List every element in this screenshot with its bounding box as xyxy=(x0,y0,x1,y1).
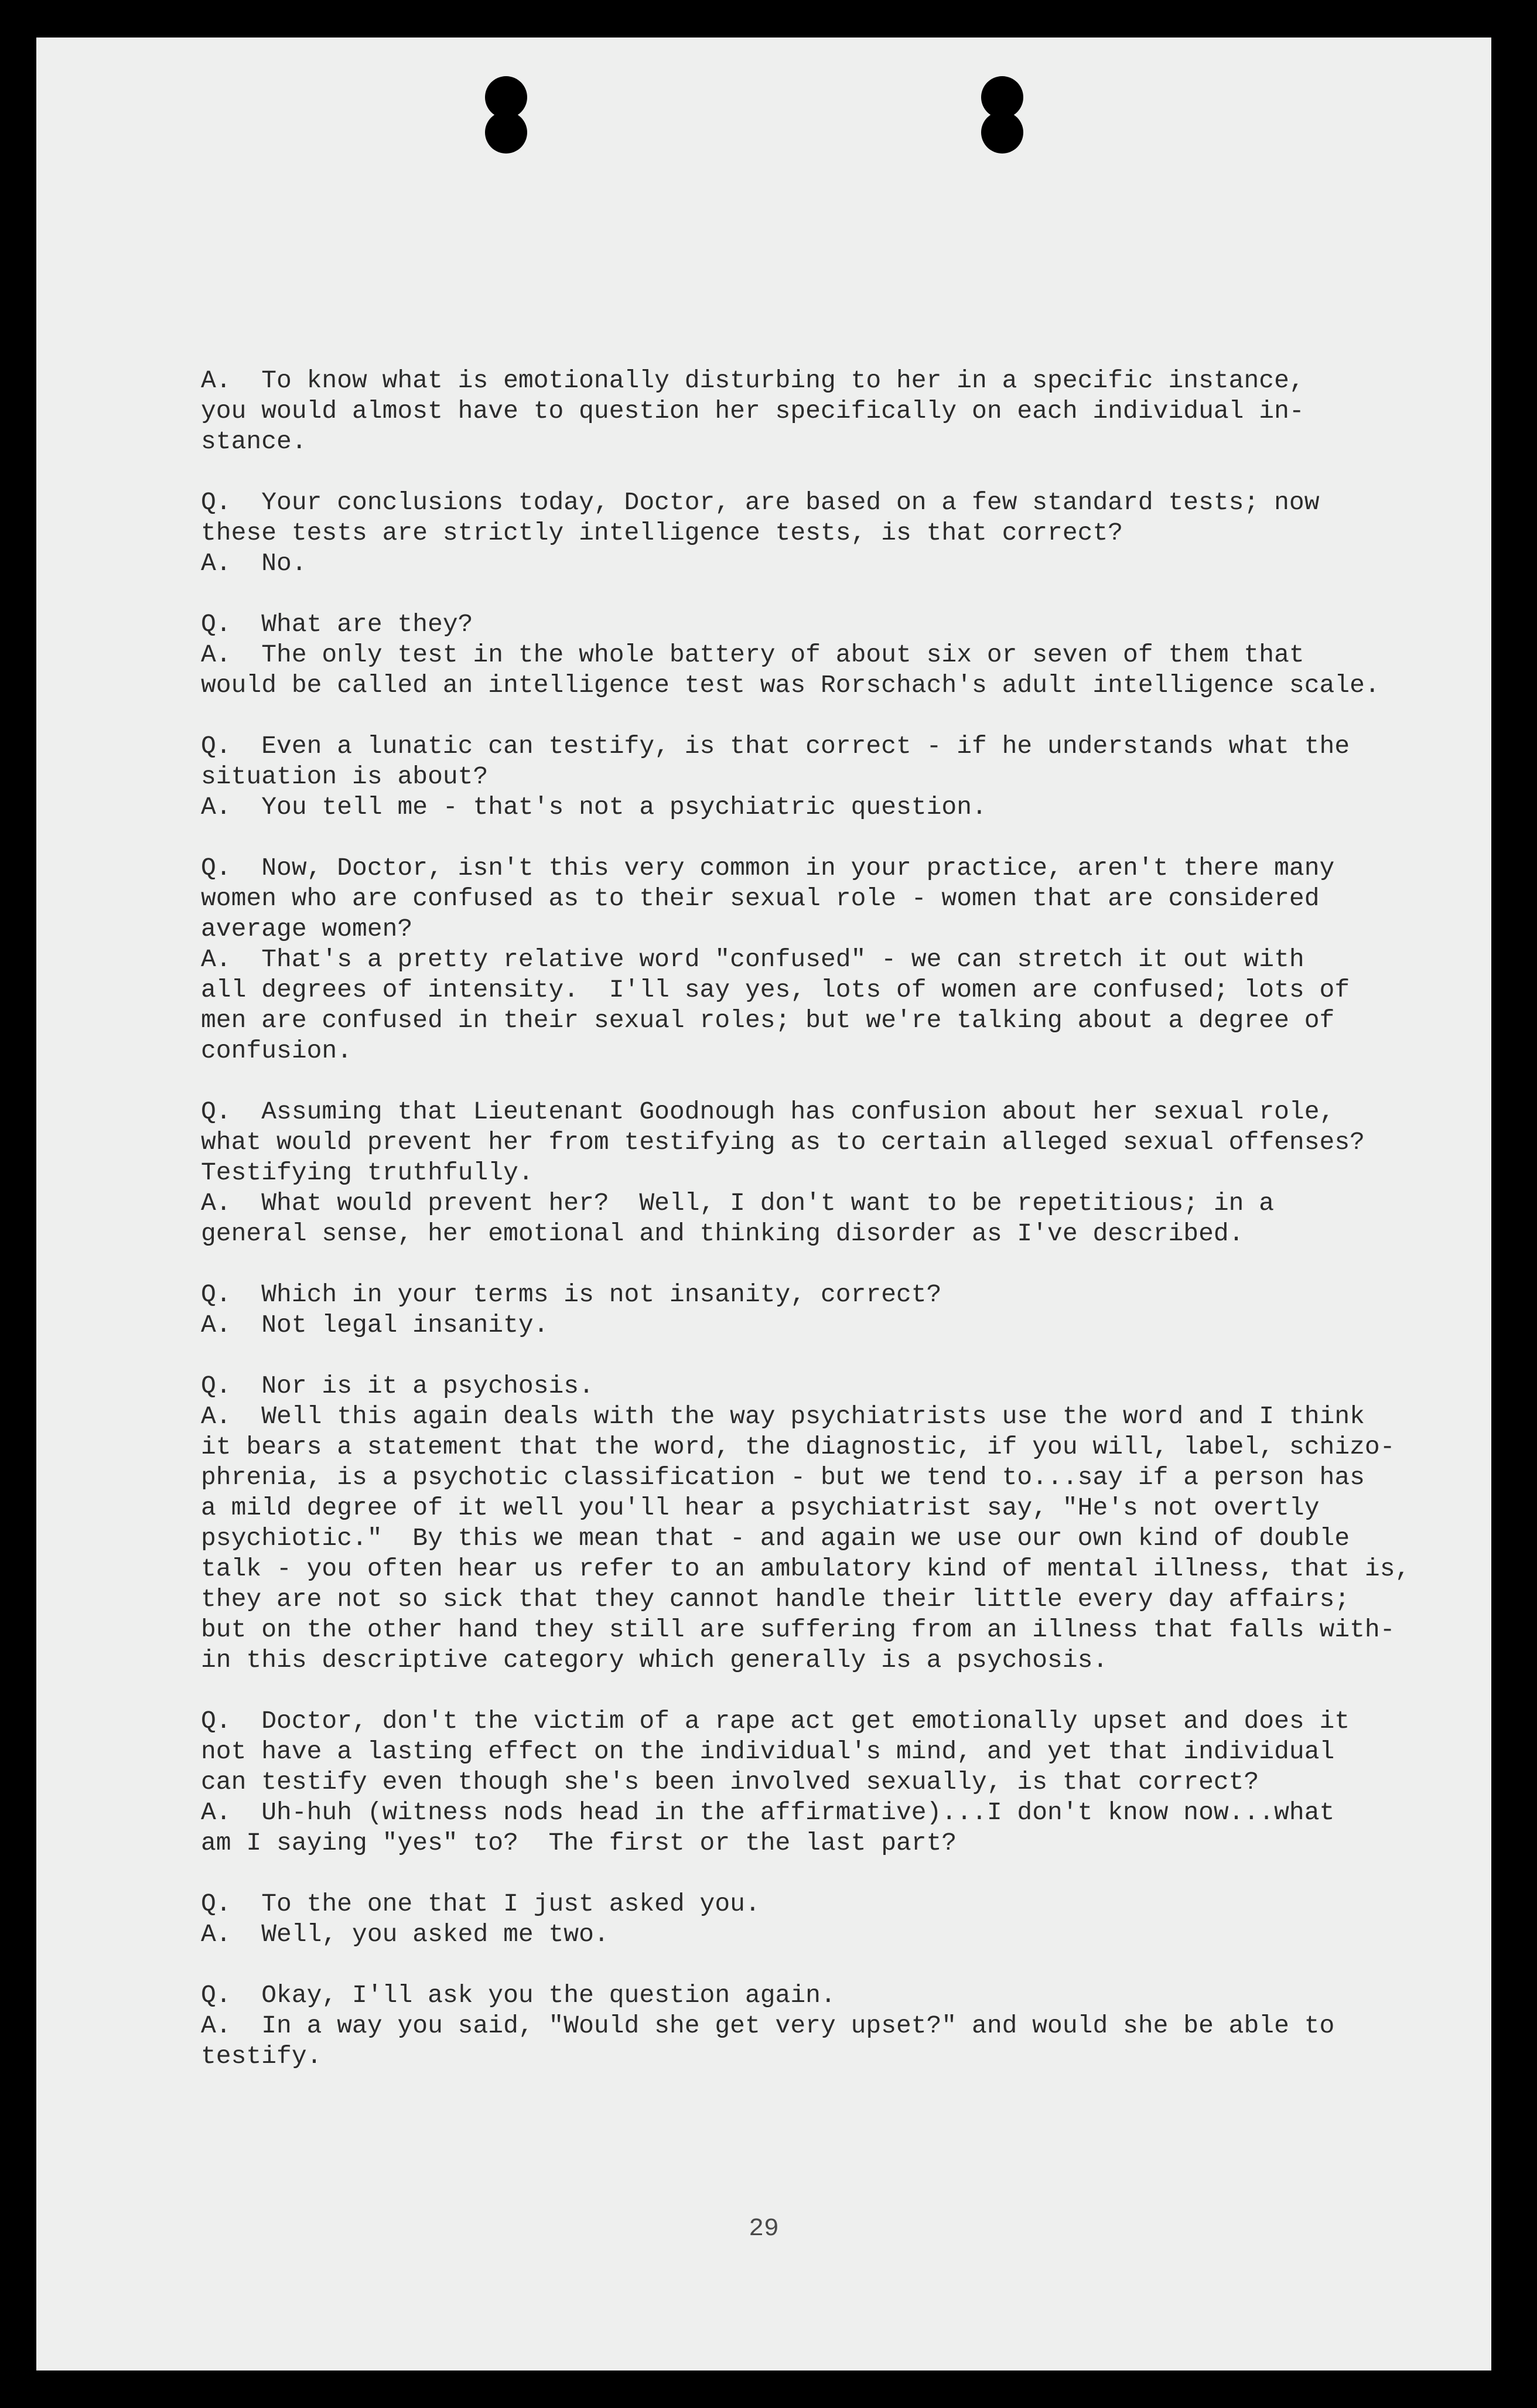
transcript-line: women who are confused as to their sexual role - women that are considered xyxy=(201,884,1320,913)
transcript-line: all degrees of intensity. I'll say yes, lots of women are confused; lots of xyxy=(201,976,1350,1004)
transcript-line: A. Well this again deals with the way psychiatrists use the word and I think xyxy=(201,1402,1365,1431)
transcript-line: A. Uh-huh (witness nods head in the affirmative)...I don't know now...what xyxy=(201,1798,1335,1827)
transcript-line: men are confused in their sexual roles; but we're talking about a degree of xyxy=(201,1006,1335,1035)
transcript-line: confusion. xyxy=(201,1036,353,1065)
transcript-line: testify. xyxy=(201,2042,322,2071)
transcript-line: a mild degree of it well you'll hear a psychiatrist say, "He's not overtly xyxy=(201,1493,1320,1522)
transcript-line: A. Not legal insanity. xyxy=(201,1311,549,1339)
transcript-line: stance. xyxy=(201,427,307,456)
page-number: 29 xyxy=(749,2214,779,2243)
transcript-line: situation is about? xyxy=(201,762,489,791)
qa-block xyxy=(201,366,1443,457)
transcript-line: A. In a way you said, "Would she get very upset?" and would she be able to xyxy=(201,2011,1335,2040)
transcript-line: general sense, her emotional and thinking disorder as I've described. xyxy=(201,1219,1244,1248)
transcript-line: Q. To the one that I just asked you. xyxy=(201,1889,760,1918)
punch-hole-left xyxy=(485,76,527,154)
transcript-line: A. That's a pretty relative word "confused" - we can stretch it out with xyxy=(201,945,1304,974)
transcript-line: these tests are strictly intelligence tests, is that correct? xyxy=(201,519,1123,547)
transcript-line: phrenia, is a psychotic classification - but we tend to...say if a person has xyxy=(201,1463,1365,1492)
transcript-line: A. What would prevent her? Well, I don't want to be repetitious; in a xyxy=(201,1189,1275,1217)
transcript-line: talk - you often hear us refer to an ambulatory kind of mental illness, that is, xyxy=(201,1554,1410,1583)
document-page xyxy=(36,37,1491,2371)
transcript-line: Q. Even a lunatic can testify, is that correct - if he understands what the xyxy=(201,732,1350,760)
transcript-line: psychiotic." By this we mean that - and again we use our own kind of double xyxy=(201,1524,1350,1553)
transcript-line: not have a lasting effect on the individual's mind, and yet that individual xyxy=(201,1737,1335,1766)
transcript-line: Q. Which in your terms is not insanity, correct? xyxy=(201,1280,942,1309)
transcript-text xyxy=(201,366,1443,2102)
transcript-line: Q. Now, Doctor, isn't this very common in your practice, aren't there many xyxy=(201,854,1335,882)
transcript-line: A. To know what is emotionally disturbing to her in a specific instance, xyxy=(201,366,1304,395)
qa-block xyxy=(201,731,1443,823)
qa-block xyxy=(201,853,1443,1066)
transcript-line: A. Well, you asked me two. xyxy=(201,1920,609,1949)
punch-hole-right xyxy=(981,76,1023,154)
qa-block xyxy=(201,1706,1443,1858)
transcript-line: A. The only test in the whole battery of about six or seven of them that xyxy=(201,640,1304,669)
qa-block xyxy=(201,487,1443,579)
transcript-line: Q. Nor is it a psychosis. xyxy=(201,1372,594,1400)
qa-block xyxy=(201,1980,1443,2072)
qa-block xyxy=(201,1280,1443,1341)
transcript-line: but on the other hand they still are suffering from an illness that falls with- xyxy=(201,1615,1395,1644)
qa-block xyxy=(201,1889,1443,1950)
transcript-line: Q. Your conclusions today, Doctor, are based on a few standard tests; now xyxy=(201,488,1320,517)
transcript-line: they are not so sick that they cannot handle their little every day affairs; xyxy=(201,1585,1350,1614)
transcript-line: Q. Okay, I'll ask you the question again. xyxy=(201,1981,836,2010)
transcript-line: average women? xyxy=(201,915,413,943)
transcript-line: would be called an intelligence test was Rorschach's adult intelligence scale. xyxy=(201,671,1380,700)
transcript-line: you would almost have to question her specifically on each individual in- xyxy=(201,397,1304,425)
qa-block xyxy=(201,1371,1443,1676)
transcript-line: A. You tell me - that's not a psychiatric question. xyxy=(201,793,987,821)
transcript-line: what would prevent her from testifying as to certain alleged sexual offenses? xyxy=(201,1128,1365,1157)
qa-block xyxy=(201,1097,1443,1249)
transcript-line: it bears a statement that the word, the diagnostic, if you will, label, schizo- xyxy=(201,1432,1395,1461)
transcript-line: Testifying truthfully. xyxy=(201,1158,534,1187)
transcript-line: A. No. xyxy=(201,549,307,578)
qa-block xyxy=(201,609,1443,701)
transcript-line: in this descriptive category which generally is a psychosis. xyxy=(201,1646,1108,1674)
transcript-line: am I saying "yes" to? The first or the last part? xyxy=(201,1829,957,1857)
transcript-line: Q. What are they? xyxy=(201,610,473,639)
transcript-line: Q. Doctor, don't the victim of a rape act get emotionally upset and does it xyxy=(201,1707,1350,1735)
transcript-line: can testify even though she's been involved sexually, is that correct? xyxy=(201,1768,1259,1796)
transcript-line: Q. Assuming that Lieutenant Goodnough has confusion about her sexual role, xyxy=(201,1097,1335,1126)
